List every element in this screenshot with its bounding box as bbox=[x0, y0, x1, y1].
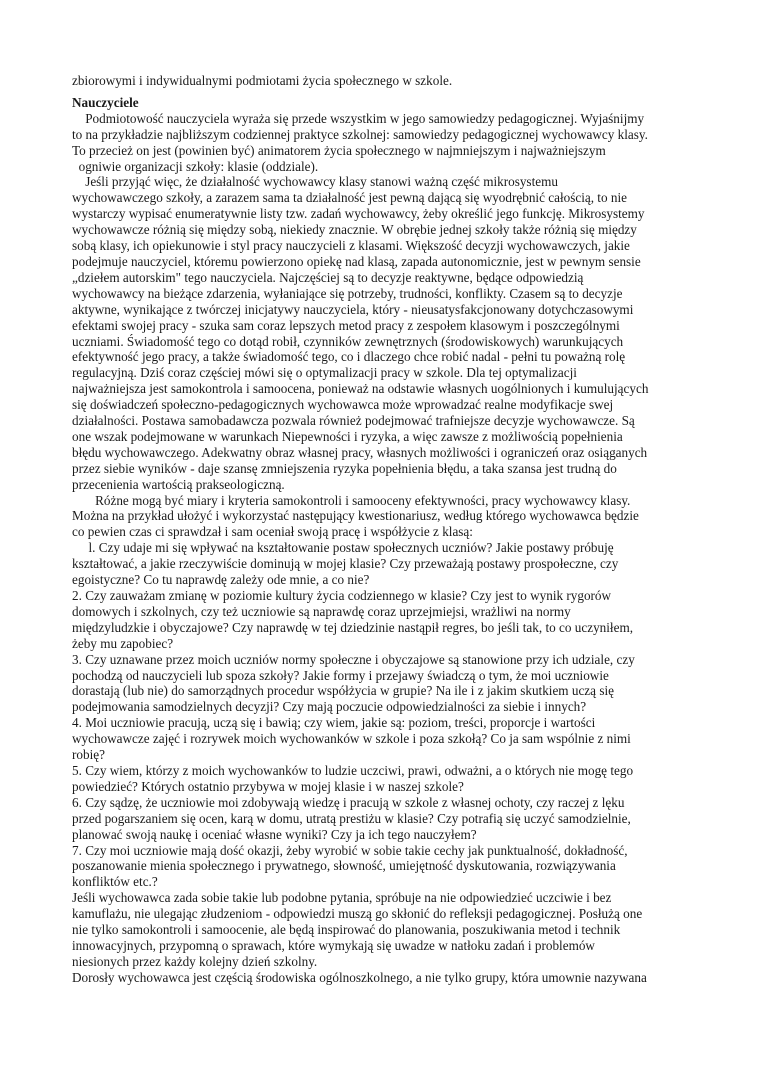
text-line: wychowawczego szkoły, a zarazem sama ta działalność jest pewną dającą się wyodrębnić całością, to nie bbox=[72, 190, 627, 206]
text-line: Podmiotowość nauczyciela wyraża się przede wszystkim w jego samowiedzy pedagogicznej. Wyjaśnijmy bbox=[72, 110, 645, 126]
text-line: one wszak podejmowane w warunkach Niepewności i ryzyka, a więc zawsze z możliwością popełnienia bbox=[72, 428, 623, 444]
text-line: wychowawcy na bieżące zdarzenia, wyłaniające się potrzeby, trudności, konflikty. Czasem są to decyzje bbox=[72, 285, 623, 301]
text-line: przecenienia wartością prakseologiczną. bbox=[72, 476, 285, 492]
text-line: przez siebie wyników - daje szansę zmniejszenia ryzyka popełnienia błędu, a taka szansa jest trudną do bbox=[72, 460, 617, 476]
text-line: międzyludzkie i obyczajowe? Czy naprawdę w tej dziedzinie nastąpił regres, bo jeśli tak, to co uczyniłem, bbox=[72, 619, 633, 635]
text-line: ogniwie organizacji szkoły: klasie (oddziale). bbox=[72, 158, 319, 174]
text-line: efektywność jego pracy, a także świadomość tego, co i dlaczego chce robić nadal - pełni tu poważną rolę bbox=[72, 349, 626, 365]
text-line: kształtować, a jakie rzeczywiście dominują w mojej klasie? Czy przeważają postawy prospołeczne, czy bbox=[72, 556, 619, 572]
text-line: 7. Czy moi uczniowie mają dość okazji, żeby wyrobić w sobie takie cechy jak punktualność, dokładność, bbox=[72, 842, 628, 858]
text-line: Różne mogą być miary i kryteria samokontroli i samooceny efektywności, pracy wychowawcy klasy. bbox=[72, 492, 631, 508]
section-heading: Nauczyciele bbox=[72, 94, 139, 110]
text-line: l. Czy udaje mi się wpływać na kształtowanie postaw społecznych uczniów? Jakie postawy próbuję bbox=[72, 540, 614, 556]
text-line: sobą klasy, ich opiekunowie i styl pracy nauczycieli z klasami. Większość decyzji wychowawczych, jakie bbox=[72, 238, 630, 254]
text-line: aktywne, wynikające z twórczej inicjatywy nauczyciela, który - nieusatysfakcjonowany dotychczasowymi bbox=[72, 301, 634, 317]
text-line: „dziełem autorskim" tego nauczyciela. Najczęściej są to decyzje reaktywne, będące odpowiedzią bbox=[72, 269, 584, 285]
text-line: to na przykładzie najbliższym codziennej praktyce szkolnej: samowiedzy pedagogicznej wychowawcy klasy. bbox=[72, 126, 648, 142]
text-line: wychowawcze zajęć i rozrywek moich wychowanków w szkole i poza szkołą? Co ja sam wspólnie z nimi bbox=[72, 731, 631, 747]
text-line: pochodzą od nauczycieli lub spoza szkoły? Jakie formy i przejawy świadczą o tym, że moi uczniowie bbox=[72, 667, 609, 683]
document-page bbox=[72, 73, 687, 986]
text-line: wystarczy wypisać enumeratywnie listy tzw. zadań wychowawcy, żeby określić jego funkcję. Mikrosystemy bbox=[72, 206, 645, 222]
text-line: Można na przykład ułożyć i wykorzystać następujący kwestionariusz, według którego wychowawca będzie bbox=[72, 508, 639, 524]
text-line: podejmuje nauczyciel, któremu powierzono opiekę nad klasą, zapada autonomicznie, jest w pewnym sensie bbox=[72, 253, 641, 269]
intro-line: zbiorowymi i indywidualnymi podmiotami życia społecznego w szkole. bbox=[72, 73, 453, 88]
text-line: poszanowanie mienia społecznego i prywatnego, słowność, umiejętność dyskutowania, rozwiązywania bbox=[72, 858, 616, 874]
text-line: Jeśli przyjąć więc, że działalność wychowawcy klasy stanowi ważną część mikrosystemu bbox=[72, 174, 558, 190]
text-line: innowacyjnych, przypomną o sprawach, które wymykają się uwadze w natłoku zadań i problemów bbox=[72, 937, 595, 953]
text-line: żeby mu zapobiec? bbox=[72, 635, 174, 651]
text-line: robię? bbox=[72, 747, 105, 763]
text-line: egoistyczne? Co tu naprawdę zależy ode mnie, a co nie? bbox=[72, 572, 370, 588]
text-line: 3. Czy uznawane przez moich uczniów normy społeczne i obyczajowe są stanowione przy ich udziale, czy bbox=[72, 651, 635, 667]
text-line: regulacyjną. Dziś coraz częściej mówi się o optymalizacji pracy w szkole. Dla tej optymalizacji bbox=[72, 365, 577, 381]
text-line: planować swoją naukę i oceniać własne wyniki? Czy ja ich tego nauczyłem? bbox=[72, 826, 477, 842]
text-line: najważniejsza jest samokontrola i samoocena, ponieważ na odstawie własnych uogólnionych i kumulujących bbox=[72, 381, 649, 397]
text-line: 4. Moi uczniowie pracują, uczą się i bawią; czy wiem, jakie są: poziom, treści, proporcje i wartości bbox=[72, 715, 596, 731]
text-line: kamuflażu, nie ulegając złudzeniom - odpowiedzi muszą go skłonić do refleksji pedagogicznej. Posłużą one bbox=[72, 906, 643, 922]
text-line: konfliktów etc.? bbox=[72, 874, 158, 890]
body-text bbox=[72, 111, 687, 986]
text-line: 2. Czy zauważam zmianę w poziomie kultury życia codziennego w klasie? Czy jest to wynik rygorów bbox=[72, 588, 612, 603]
text-line: Dorosły wychowawca jest częścią środowiska ogólnoszkolnego, a nie tylko grupy, która umownie nazywana bbox=[72, 969, 647, 985]
text-line: Jeśli wychowawca zada sobie takie lub podobne pytania, spróbuje na nie odpowiedzieć uczciwie i bez bbox=[72, 890, 612, 906]
text-line: 6. Czy sądzę, że uczniowie moi zdobywają wiedzę i pracują w szkole z własnej ochoty, czy raczej z lęku bbox=[72, 794, 625, 810]
text-line: podejmowania samodzielnych decyzji? Czy mają poczucie odpowiedzialności za siebie i innych? bbox=[72, 699, 587, 715]
text-line: się doświadczeń społeczno-pedagogicznych wychowawca może wprowadzać realne modyfikacje swej bbox=[72, 397, 614, 413]
text-line: domowych i szkolnych, czy też uczniowie są naprawdę coraz uprzejmiejsi, wrażliwi na normy bbox=[72, 603, 571, 619]
text-line: To przecież on jest (powinien być) animatorem życia społecznego w najmniejszym i najważniejszym bbox=[72, 142, 606, 158]
text-line: uczniami. Świadomość tego co dotąd robił, czynników zewnętrznych (środowiskowych) warunkujących bbox=[72, 333, 624, 349]
text-line: nie tylko samokontroli i samoocenie, ale będą inspirować do planowania, poszukiwania metod i technik bbox=[72, 922, 621, 938]
text-line: wychowawcze różnią się między sobą, niekiedy znacznie. W obrębie jednej szkoły także różnią się między bbox=[72, 222, 637, 238]
text-line: dorastają (lub nie) do samorządnych procedur współżycia w grupie? Na ile i z jakim skutkiem uczą się bbox=[72, 683, 614, 699]
text-line: przed pogarszaniem się ocen, karą w domu, utratą prestiżu w klasie? Czy potrafią się uczyć samodzielnie, bbox=[72, 810, 631, 826]
text-line: niesionych przez każdy kolejny dzień szkolny. bbox=[72, 953, 318, 969]
text-line: co pewien czas ci sprawdzał i sam oceniał swoją pracę i współżycie z klasą: bbox=[72, 524, 473, 540]
text-line: efektami swojej pracy - szuka sam coraz lepszych metod pracy z zespołem klasowym i poszczególnymi bbox=[72, 317, 620, 333]
text-line: działalności. Postawa samobadawcza pozwala również podejmować trafniejsze decyzje wychowawcze. Są bbox=[72, 413, 635, 429]
text-line: błędu wychowawczego. Adekwatny obraz własnej pracy, własnych możliwości i ograniczeń oraz osiąganych bbox=[72, 444, 648, 460]
text-line: powiedzieć? Których ostatnio przybywa w mojej klasie i w naszej szkole? bbox=[72, 778, 464, 794]
text-line: 5. Czy wiem, którzy z moich wychowanków to ludzie uczciwi, prawi, odważni, a o których nie mogę tego bbox=[72, 762, 634, 778]
